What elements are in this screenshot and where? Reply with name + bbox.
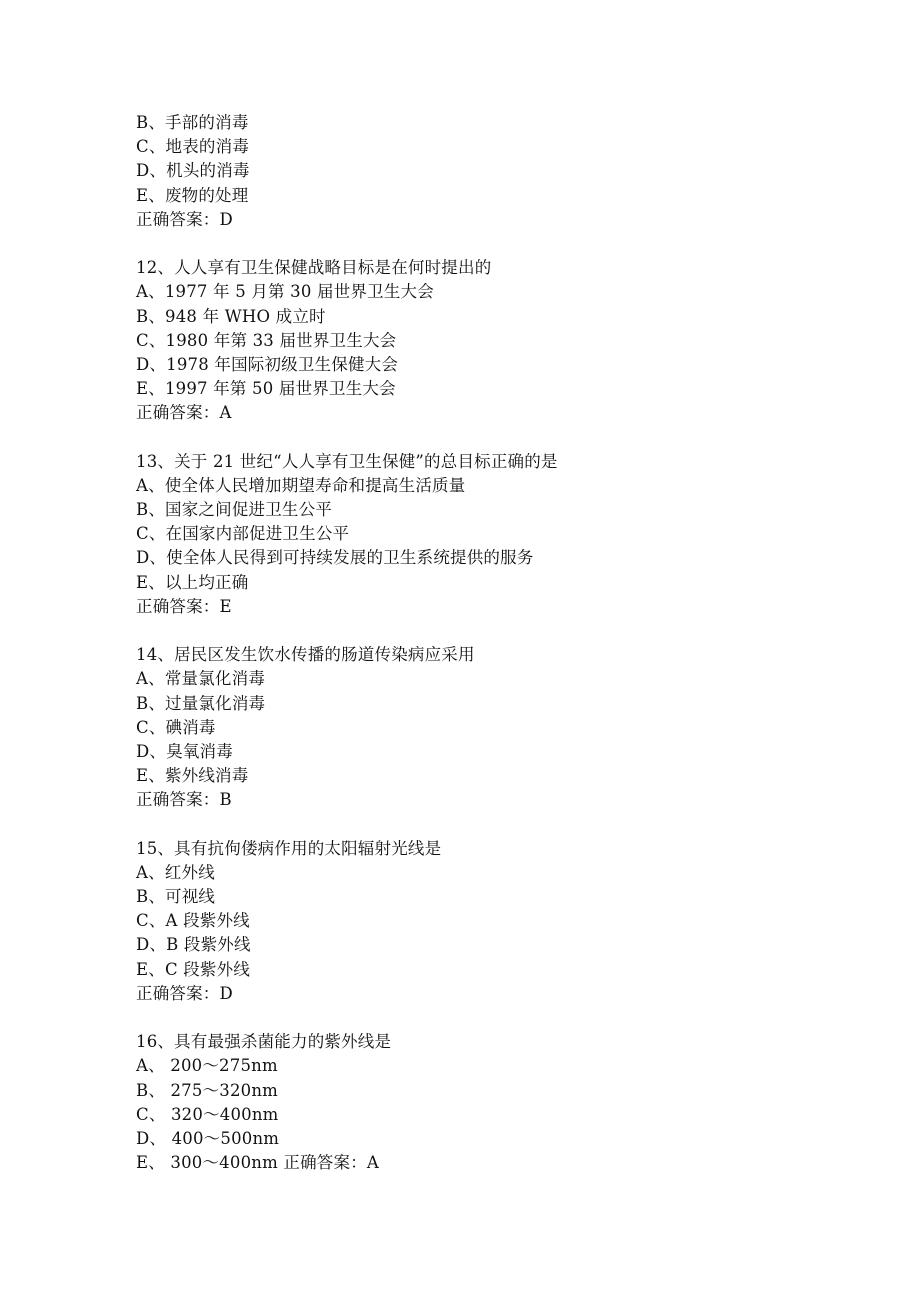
option-c: C、地表的消毒 bbox=[136, 137, 250, 157]
question-block-11 bbox=[136, 111, 836, 232]
option-a: A、红外线 bbox=[136, 862, 215, 882]
answer-line: 正确答案：D bbox=[136, 209, 233, 229]
option-a: A、使全体人民增加期望寿命和提高生活质量 bbox=[136, 475, 466, 495]
answer-line: 正确答案：E bbox=[136, 596, 232, 616]
spacer bbox=[136, 1006, 836, 1030]
option-c: C、在国家内部促进卫生公平 bbox=[136, 524, 350, 544]
answer-line: 正确答案：D bbox=[136, 983, 233, 1003]
question-block-15 bbox=[136, 837, 836, 1006]
answer-line: 正确答案：B bbox=[136, 790, 232, 810]
option-e: E、以上均正确 bbox=[136, 572, 249, 592]
question-block-14 bbox=[136, 643, 836, 812]
option-b: B、过量氯化消毒 bbox=[136, 693, 266, 713]
option-c: C、碘消毒 bbox=[136, 717, 216, 737]
option-d: D、机头的消毒 bbox=[136, 161, 250, 181]
spacer bbox=[136, 232, 836, 256]
question-stem: 15、具有抗佝偻病作用的太阳辐射光线是 bbox=[136, 838, 442, 858]
question-block-13 bbox=[136, 450, 836, 619]
option-e: E、1997 年第 50 届世界卫生大会 bbox=[136, 379, 396, 399]
option-c: C、1980 年第 33 届世界卫生大会 bbox=[136, 330, 397, 350]
option-e: E、废物的处理 bbox=[136, 185, 249, 205]
question-stem: 13、关于 21 世纪“人人享有卫生保健”的总目标正确的是 bbox=[136, 451, 558, 471]
option-d: D、使全体人民得到可持续发展的卫生系统提供的服务 bbox=[136, 548, 534, 568]
spacer bbox=[136, 425, 836, 449]
option-e: E、紫外线消毒 bbox=[136, 766, 249, 786]
question-stem: 16、具有最强杀菌能力的紫外线是 bbox=[136, 1032, 392, 1052]
option-a: A、 200～275nm bbox=[136, 1056, 278, 1076]
option-c: C、 320～400nm bbox=[136, 1104, 279, 1124]
option-c: C、A 段紫外线 bbox=[136, 911, 250, 931]
question-stem: 14、居民区发生饮水传播的肠道传染病应采用 bbox=[136, 645, 475, 665]
option-e: E、C 段紫外线 bbox=[136, 959, 251, 979]
document-page bbox=[136, 111, 836, 1175]
option-a: A、常量氯化消毒 bbox=[136, 669, 266, 689]
option-a: A、1977 年 5 月第 30 届世界卫生大会 bbox=[136, 282, 434, 302]
option-b: B、948 年 WHO 成立时 bbox=[136, 306, 326, 326]
question-block-12 bbox=[136, 256, 836, 425]
question-block-16 bbox=[136, 1030, 836, 1175]
option-b: B、可视线 bbox=[136, 887, 216, 906]
option-d: D、B 段紫外线 bbox=[136, 935, 251, 955]
option-d: D、1978 年国际初级卫生保健大会 bbox=[136, 354, 399, 374]
option-d: D、 400～500nm bbox=[136, 1128, 280, 1148]
option-b: B、手部的消毒 bbox=[136, 113, 249, 132]
option-b: B、 275～320nm bbox=[136, 1080, 279, 1100]
option-b: B、国家之间促进卫生公平 bbox=[136, 500, 333, 519]
option-d: D、臭氧消毒 bbox=[136, 741, 233, 761]
question-stem: 12、人人享有卫生保健战略目标是在何时提出的 bbox=[136, 258, 492, 278]
option-e-with-answer: E、 300～400nm 正确答案：A bbox=[136, 1153, 380, 1173]
spacer bbox=[136, 619, 836, 643]
spacer bbox=[136, 812, 836, 836]
answer-line: 正确答案：A bbox=[136, 403, 232, 423]
